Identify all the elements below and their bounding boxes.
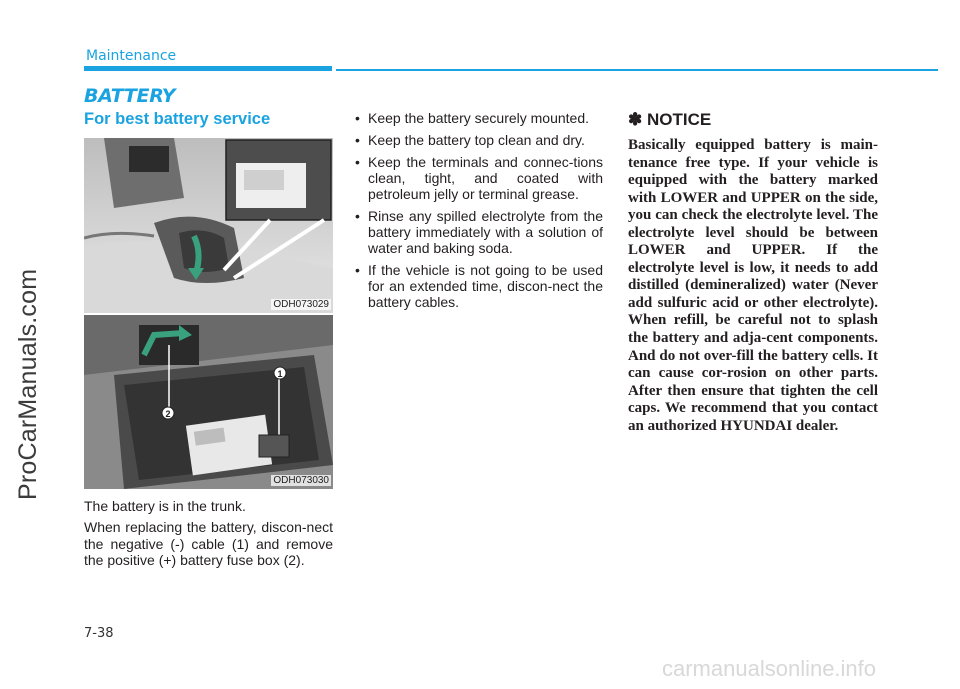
page-number: 7-38 <box>84 626 114 641</box>
figure-code: ODH073030 <box>273 475 329 486</box>
bullet-list <box>355 110 603 316</box>
list-item-text: Keep the terminals and connec-tions clean, tight, and coated with petroleum jelly or terminal grease. <box>368 154 603 202</box>
figure-battery <box>84 315 333 489</box>
header-rule-thick <box>84 66 332 71</box>
bullet-dot: • <box>355 132 360 148</box>
header-rule-thin <box>336 69 938 71</box>
callout-1: 1 <box>277 369 283 379</box>
list-item <box>355 110 603 126</box>
notice-title: ✽ NOTICE <box>628 110 712 129</box>
bullet-dot: • <box>355 154 360 170</box>
bullet-dot: • <box>355 262 360 278</box>
bullet-dot: • <box>355 208 360 224</box>
battery-illustration <box>84 315 333 489</box>
page-title: BATTERY <box>84 85 176 107</box>
list-item-text: Rinse any spilled electrolyte from the battery immediately with a solution of water and baking soda. <box>368 208 603 256</box>
list-item-text: Keep the battery top clean and dry. <box>368 132 585 148</box>
section-subtitle: For best battery service <box>84 110 271 128</box>
paragraph: When replacing the battery, discon-nect the negative (-) cable (1) and remove the positive (+) battery fuse box (2). <box>84 519 333 568</box>
figure-code: ODH073029 <box>273 299 329 310</box>
section-label: Maintenance <box>86 48 177 64</box>
callout-2: 2 <box>165 409 171 419</box>
list-item <box>355 208 603 256</box>
bottom-watermark: carmanualsonline.info <box>662 656 877 681</box>
list-item-text: If the vehicle is not going to be used for an extended time, discon-nect the battery cables. <box>368 262 603 310</box>
notice-body: Basically equipped battery is main-tenance free type. If your vehicle is equipped with the battery marked with LOWER and UPPER on the side, you can check the electrolyte level. The electrolyte level should be between LOWER and UPPER. If the electrolyte level is low, it needs to add distilled (demineralized) water (Never add sulfuric acid or other electrolyte). When refill, be careful not to splash the battery and adja-cent components. And do not over-fill the battery cells. It can cause cor-rosion on other parts. After then ensure that tighten the cell caps. We recommend that you contact an authorized HYUNDAI dealer. <box>628 137 878 434</box>
trunk-illustration <box>84 138 333 313</box>
list-item <box>355 154 603 202</box>
list-item <box>355 262 603 310</box>
bullet-dot: • <box>355 110 360 126</box>
figure-trunk <box>84 138 333 313</box>
paragraph: The battery is in the trunk. <box>84 498 246 514</box>
side-watermark-text: ProCarManuals.com <box>14 268 42 500</box>
list-item <box>355 132 603 148</box>
list-item-text: Keep the battery securely mounted. <box>368 110 590 126</box>
